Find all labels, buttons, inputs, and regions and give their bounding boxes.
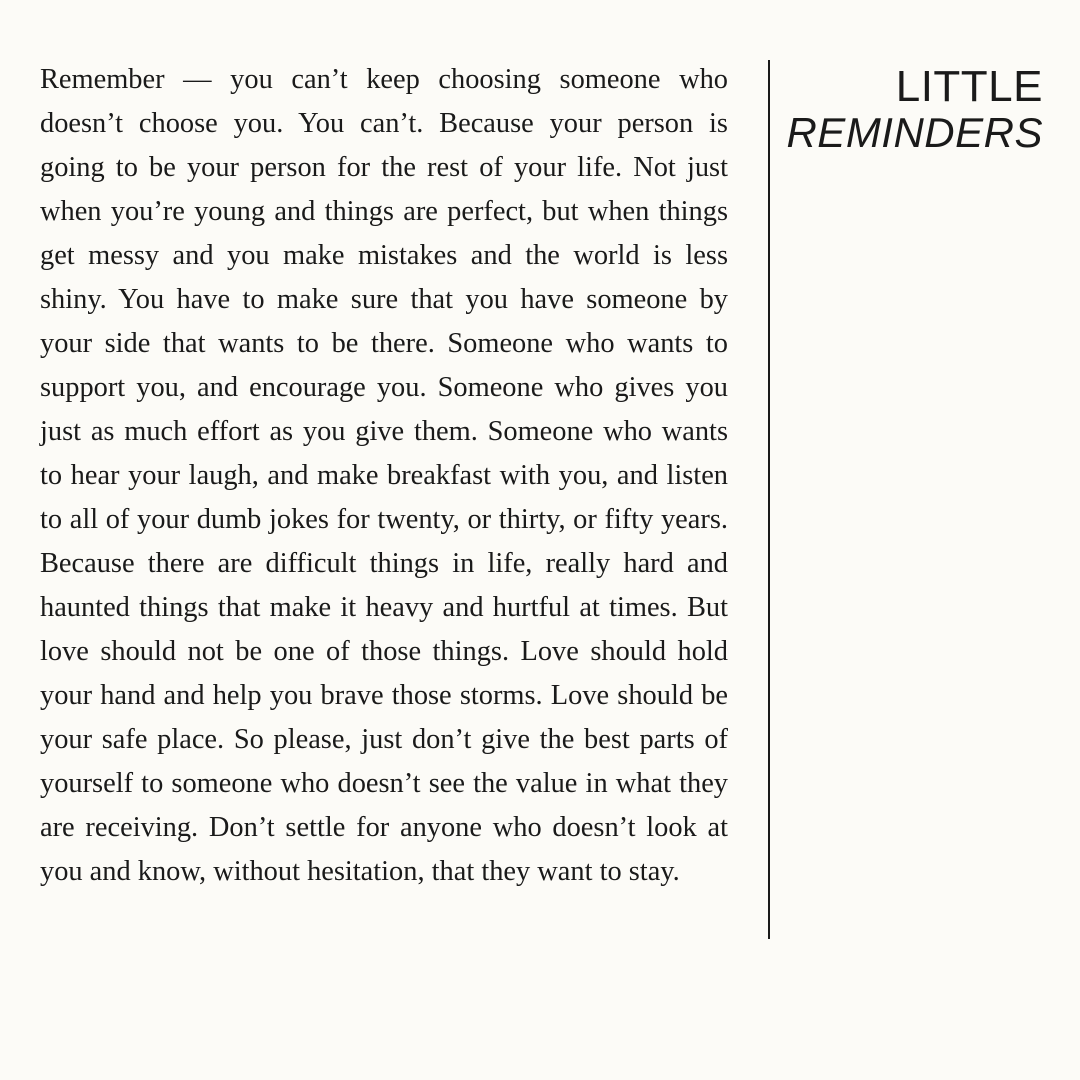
title-reminders: REMINDERS bbox=[786, 109, 1043, 156]
quote-body-text: Remember — you can’t keep choosing someone who doesn’t choose you. You can’t. Because your person is going to be your person for the rest of your life. Not just when you’re young and things are perfect, but when things get messy and you make mistakes and the world is less shiny. You have to make sure that you have someone by your side that wants to be there. Someone who wants to support you, and encourage you. Someone who gives you just as much effort as you give them. Someone who wants to hear your laugh, and make breakfast with you, and listen to all of your dumb jokes for twenty, or thirty, or fifty years. Because there are difficult things in life, really hard and haunted things that make it heavy and hurtful at times. But love should not be one of those things. Love should hold your hand and help you brave those storms. Love should be your safe place. So please, just don’t give the best parts of yourself to someone who doesn’t see the value in what they are receiving. Don’t settle for anyone who doesn’t look at you and know, without hesitation, that they want to stay. bbox=[40, 64, 728, 887]
title-little: LITTLE bbox=[895, 62, 1043, 111]
vertical-divider bbox=[768, 60, 770, 939]
title-block bbox=[786, 64, 1043, 156]
